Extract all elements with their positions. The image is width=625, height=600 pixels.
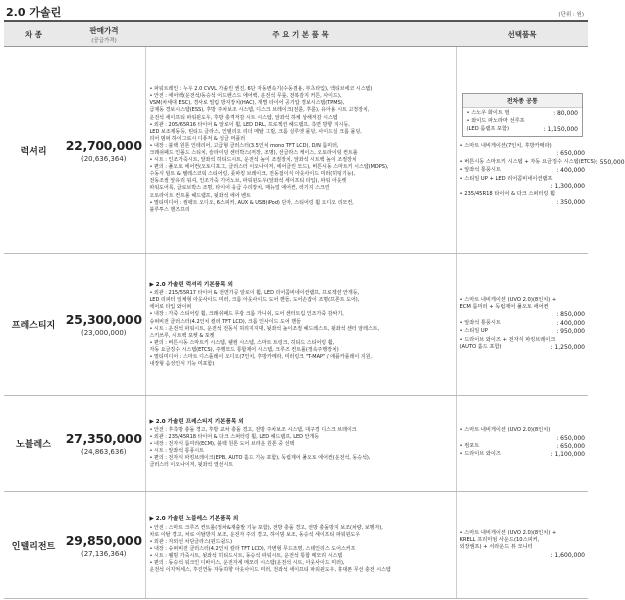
feature-line: • 멀티미디어 : 컴팩트 오디오, 6스피커, AUX & USB(iPod) 단자, 스티어링 휠 오디오 리모컨, bbox=[149, 199, 354, 206]
option-name: • 스마트 내비게이션(7인치, 후방카메라) bbox=[459, 143, 552, 150]
feature-line: • 파워트레인 : 누우 2.0 CVVL 가솔린 엔진, 6단 자동변속기(수동겸용, 부츠타입), 액티브에코 시스템) bbox=[149, 86, 373, 93]
feature-line: 내장형 음성인식 기능 미포함) bbox=[149, 361, 215, 368]
option-price: : 400,000 bbox=[556, 167, 585, 175]
feature-line: • 편의 : 버튼시동 스마트키 시스템, 웰컴 시스템, 스마트 트렁크, 히티드 스티어링 휠, bbox=[149, 339, 335, 346]
option-name: ECM 룸미러 + 독립제어 풀오토 에어컨 bbox=[459, 304, 549, 311]
feature-line: 운전석 이지억세스, 후진연동 자동하향 아웃사이드 미러, 전좌석 세이프티 파워윈도우, 휴대폰 무선 충전 시스템 bbox=[149, 567, 391, 574]
feature-line: LED 리피터 일체형 아웃사이드 미러, 크롬 아웃사이드 도어 핸들, 도어손잡이 조명(프론트 도어), bbox=[149, 297, 360, 304]
option-name: • 드라이브 와이즈 bbox=[459, 451, 501, 458]
feature-line: • 멀티미디어 : 스마트 디스플레이 오디오(7인치, 후방카메라, 미러링크 "T-MAP" / 애플카플레이 지원, bbox=[149, 354, 373, 361]
features-heading: ▶ 2.0 가솔린 프레스티지 기본품목 외 bbox=[149, 418, 244, 425]
feature-line: VSM(차세대 ESC), 경사로 밀림 방지장치(HAC), 개별 타이어 공기압 경보시스템(TPMS), bbox=[149, 100, 345, 107]
option-name: (LED 룸램프 포함) bbox=[466, 125, 510, 132]
feature-line: • 외관 : 205/65R16 타이어 & 알로이 휠, LED DRL, 프로젝션 헤드램프, 측면 방향 지시등, bbox=[149, 121, 350, 128]
option-item bbox=[460, 311, 586, 319]
feature-line: 스키쓰루, 시트백 포켓 & 포켓 bbox=[149, 332, 215, 339]
option-price: : 950,000 bbox=[556, 328, 585, 336]
feature-line: 자동 요금징수 시스템(ETCS), 주행모드 통합제어 시스템, 크루즈 컨트롤(정속주행장치) bbox=[149, 346, 339, 353]
feature-line: • 편의 : 전자식 파킹브레이크(EPB, AUTO 홀드 기능 포함), 독립제어 풀오토 에어컨(운전석, 동승석), bbox=[149, 455, 371, 462]
features-cell bbox=[145, 492, 456, 599]
options-cell bbox=[456, 47, 625, 254]
header-price-sub: (공급가격) bbox=[91, 37, 117, 44]
feature-line: 오토라이트 컨트롤 헤드램프, 뒷좌석 에어 벤트 bbox=[149, 192, 251, 199]
header-price-label: 판매가격 bbox=[89, 25, 119, 35]
feature-line: 크래쉬패드 인몰드 스티치, 슬라이딩 센터박스(저장, 조명), 선글라스 케이스, 오토라이팅 컨트롤 bbox=[149, 150, 358, 156]
option-name: • 버튼시동 스마트키 시스템 + 자동 요금징수 시스템(ETCS) bbox=[459, 158, 596, 165]
price-cell bbox=[63, 47, 145, 254]
option-item bbox=[460, 544, 586, 551]
common-options-title: 전차종 공통 bbox=[463, 94, 583, 108]
feature-line: 클러스터 이오나이저, 뒷좌석 열선시트 bbox=[149, 462, 234, 469]
option-item bbox=[460, 167, 586, 175]
option-name: • 스티일 UP + LED 리어콤비네이션램프 bbox=[459, 175, 553, 182]
table-row bbox=[4, 396, 588, 492]
supply-price: (24,863,636) bbox=[80, 448, 127, 456]
option-price: : 1,250,000 bbox=[550, 343, 585, 351]
option-price: : 400,000 bbox=[556, 319, 585, 327]
table-row bbox=[4, 254, 588, 396]
feature-line: • 시트 : 운전석 파워시트, 운전석 전동식 허리지지대, 뒷좌석 높이조절 헤드레스트, 뒷좌석 센터 암레스트, bbox=[149, 325, 380, 332]
page-title: 2.0 가솔린 bbox=[6, 6, 62, 19]
option-price: : 650,000 bbox=[556, 442, 585, 450]
header-trim: 차 종 bbox=[4, 21, 63, 47]
price-cell bbox=[63, 492, 145, 599]
feature-line: • 내장 : 전자식 룸미러(ECM), 블랙 원톤 도어 브라운 원톤 중 선택 bbox=[149, 441, 295, 448]
option-item bbox=[460, 297, 586, 304]
option-item bbox=[460, 344, 586, 352]
option-item bbox=[460, 328, 586, 336]
option-item bbox=[460, 552, 586, 560]
trim-name: 프레스티지 bbox=[4, 254, 63, 396]
option-item bbox=[460, 150, 586, 158]
option-name: • 스노우 화이트 펄 bbox=[466, 110, 510, 117]
features-cell bbox=[145, 396, 456, 492]
supply-price: (23,000,000) bbox=[80, 329, 127, 337]
feature-line: 전동조절 앞유리 워셔, 인조가죽 기어노브, 파워윈도우(앞좌석 세이프티 타입), 파워 아웃렛 bbox=[149, 178, 347, 185]
option-item bbox=[460, 199, 586, 207]
option-item bbox=[460, 337, 586, 344]
option-item bbox=[460, 176, 586, 183]
feature-line: • 시트 : 앞좌석 통풍시트 bbox=[149, 448, 204, 455]
feature-line: • 내장 : 슈퍼비전 클러스터(4.2인치 칼라 TFT LCD), 가변형 무드조명, 스테인리스 도어스커프 bbox=[149, 546, 356, 553]
feature-line: LED 보조제동등, 틴티드 글라스, 인텔리오 리더 메탈 그릴, 크롬 실루엣 몰딩, 사이드실 크롬 몰딩, bbox=[149, 128, 362, 135]
feature-line: • 시트 : 웰빙 가죽시트, 뒷좌석 히티드시트, 동승석 파워시트, 운전석 통합 메모리 시스템 bbox=[149, 553, 343, 560]
feature-line: • 안전 : 후측방 충돌 경고, 후방 교차 충돌 경고, 전방 주차보조 시스템, 대구경 디스크 브레이크 bbox=[149, 426, 357, 433]
option-price: : 1,150,000 bbox=[543, 125, 578, 133]
sale-price: 27,350,000 bbox=[65, 431, 142, 446]
option-name: • 스마트 내비게이션 (UVO 2.0)(8인치) bbox=[459, 427, 551, 434]
option-name: • 스티일 UP bbox=[459, 328, 488, 335]
option-price: : 550,000 bbox=[595, 158, 625, 166]
option-price: : 650,000 bbox=[556, 150, 585, 158]
feature-line: 리어 범퍼 하이그로시 디퓨저 & 싱글 머플러 bbox=[149, 135, 246, 142]
option-item bbox=[460, 427, 586, 434]
feature-line: 에어로 타입 와이퍼 bbox=[149, 304, 192, 311]
feature-line: 차로 이탈 경고, 차로 이탈방지 보조, 운전자 주의 경고, 하이빔 보조, 동승석 세이프티 파워윈도우 bbox=[149, 531, 361, 538]
trim-name: 럭셔리 bbox=[4, 47, 63, 254]
option-price: : 1,100,000 bbox=[550, 451, 585, 459]
option-name: • 앞좌석 통풍시트 bbox=[459, 319, 501, 326]
supply-price: (27,136,364) bbox=[80, 549, 127, 558]
option-item bbox=[460, 183, 586, 191]
header-options: 선택품목 bbox=[456, 21, 588, 47]
feature-line: 급제동 경보시스템(ESS), 후방 주차보조 시스템, 디스크 브레이크(전륜, 후륜), 유아용 시트 고정장치, bbox=[149, 107, 370, 114]
options-cell bbox=[456, 492, 588, 599]
trim-name: 인텔리전트 bbox=[4, 492, 63, 599]
option-item bbox=[460, 304, 586, 311]
option-name: • 스마트 내비게이션 (UVO 2.0)(8인치) + bbox=[459, 529, 557, 536]
feature-line: • 외관 : 235/45R18 타이어 & 다크 스퍼터링 휠, LED 헤드램프, LED 안개등 bbox=[149, 434, 320, 440]
trim-name: 노블레스 bbox=[4, 396, 63, 492]
features-cell bbox=[145, 254, 456, 396]
option-name: • 앞좌석 통풍시트 bbox=[459, 167, 501, 174]
common-options-box bbox=[462, 93, 584, 137]
options-cell bbox=[456, 254, 588, 396]
options-cell bbox=[456, 396, 588, 492]
header-features: 주 요 기 본 품 목 bbox=[145, 21, 456, 47]
option-price: : 350,000 bbox=[556, 198, 585, 206]
option-item bbox=[460, 320, 586, 328]
feature-line: 슈퍼비전 클러스터(4.2인치 컬러 TFT LCD), 크롬 인사이드 도어 핸들 bbox=[149, 318, 301, 325]
feature-line: • 시트 : 인조가죽시트, 앞좌석 히티드시트, 운전석 높이 조절장치, 앞좌석 시트백 높이 조절장치 bbox=[149, 157, 357, 164]
option-name: 외장앰프) + 서라운드 뷰 모니터 bbox=[459, 544, 533, 551]
option-name: (AUTO 홀드 포함) bbox=[459, 343, 502, 350]
price-cell bbox=[63, 254, 145, 396]
option-name: • 스마트 내비게이션 (UVO 2.0)(8인치) + bbox=[459, 296, 557, 303]
option-item bbox=[463, 118, 583, 125]
option-price: : 650,000 bbox=[556, 434, 585, 442]
price-table bbox=[4, 20, 625, 599]
feature-line: 블루투스 핸즈프리 bbox=[149, 206, 190, 213]
features-heading: ▶ 2.0 가솔린 럭셔리 기본품목 외 bbox=[149, 281, 233, 288]
sale-price: 29,850,000 bbox=[65, 532, 142, 548]
feature-line: 파워도어록, 글로브박스 조명, 타이어 응급 수리장치, 매뉴얼 에어컨, 러기지 스크린 bbox=[149, 185, 330, 192]
option-item bbox=[460, 143, 586, 150]
table-row bbox=[4, 492, 588, 599]
option-price: : 850,000 bbox=[556, 311, 585, 319]
option-item bbox=[460, 451, 586, 459]
option-item bbox=[460, 191, 586, 198]
unit-label: (단위 : 원) bbox=[558, 12, 584, 18]
feature-line: • 외관 : 자외선 차단글라스(윈드쉴드) bbox=[149, 539, 233, 546]
sale-price: 22,700,000 bbox=[65, 137, 142, 153]
option-name: • 드라이브 와이즈 + 전자식 파킹브레이크 bbox=[459, 336, 556, 343]
feature-line: • 안전 : 스마트 크루즈 컨트롤(정차&재출발 기능 포함), 전방 충돌 경고, 전방 충돌방지 보조(차량, 보행자), bbox=[149, 524, 383, 531]
feature-line: • 안전 : 에어백(운전석/동승석 어드밴스드 에어백, 운전석 무릎, 전복감지 커튼, 사이드), bbox=[149, 93, 342, 100]
feature-line: • 외관 : 215/55R17 타이어 & 전면가공 알로이 휠, LED 리어콤비네이션램프, 프로젝션 안개등, bbox=[149, 290, 360, 297]
option-item bbox=[459, 158, 625, 167]
option-name: • 컴포트 bbox=[459, 442, 480, 449]
option-name: • 와이드 파노라마 선루프 bbox=[466, 118, 525, 125]
sale-price: 25,300,000 bbox=[65, 312, 142, 327]
feature-line: • 편의 : 풀오토 에어컨(오토디포그, 클러스터 이오나이저, 에어클린 모드), 버튼시동 스마트키 시스템(MDPS), bbox=[149, 164, 389, 171]
supply-price: (20,636,364) bbox=[80, 154, 127, 163]
option-name: • 235/45R18 타이어 & 다크 스퍼터링 휠 bbox=[459, 191, 556, 198]
option-price: : 1,300,000 bbox=[550, 182, 585, 190]
feature-line: • 편의 : 동승석 워크인 디바이스, 운전자세 메모리 시스템(운전석 시트, 아웃사이드 미러), bbox=[149, 560, 345, 567]
table-row bbox=[4, 47, 588, 254]
features-cell bbox=[145, 47, 456, 254]
feature-line: • 내장 : 가죽 스티어링 휠, 크래쉬패드 무광 크롬 가니쉬, 도어 센터트림 인조가죽 감싸기, bbox=[149, 311, 344, 318]
option-item bbox=[463, 126, 583, 134]
option-name: KRELL 프리미엄 사운드(10스피커, bbox=[459, 537, 540, 544]
option-price: : 80,000 bbox=[553, 110, 578, 118]
price-cell bbox=[63, 396, 145, 492]
features-heading: ▶ 2.0 가솔린 노블레스 기본품목 외 bbox=[149, 516, 239, 523]
feature-line: 수동식 틸트 & 텔레스코픽 스티어링, 풋파킹 브레이크, 전동접이식 아웃사이드 미러(히팅기능), bbox=[149, 171, 356, 178]
option-item bbox=[460, 435, 586, 443]
feature-line: • 내장 : 블랙 원톤 인테리어, 고급형 클러스터(3.5인치 mono TFT LCD), D/N 룸미러, bbox=[149, 142, 339, 149]
option-price: : 1,600,000 bbox=[550, 551, 585, 559]
feature-line: 운전석 세이프티 파워윈도우, 후방 충격저감 시트 시스템, 앞좌석 하체 상해저감 시스템 bbox=[149, 114, 338, 121]
header-price bbox=[63, 21, 145, 47]
